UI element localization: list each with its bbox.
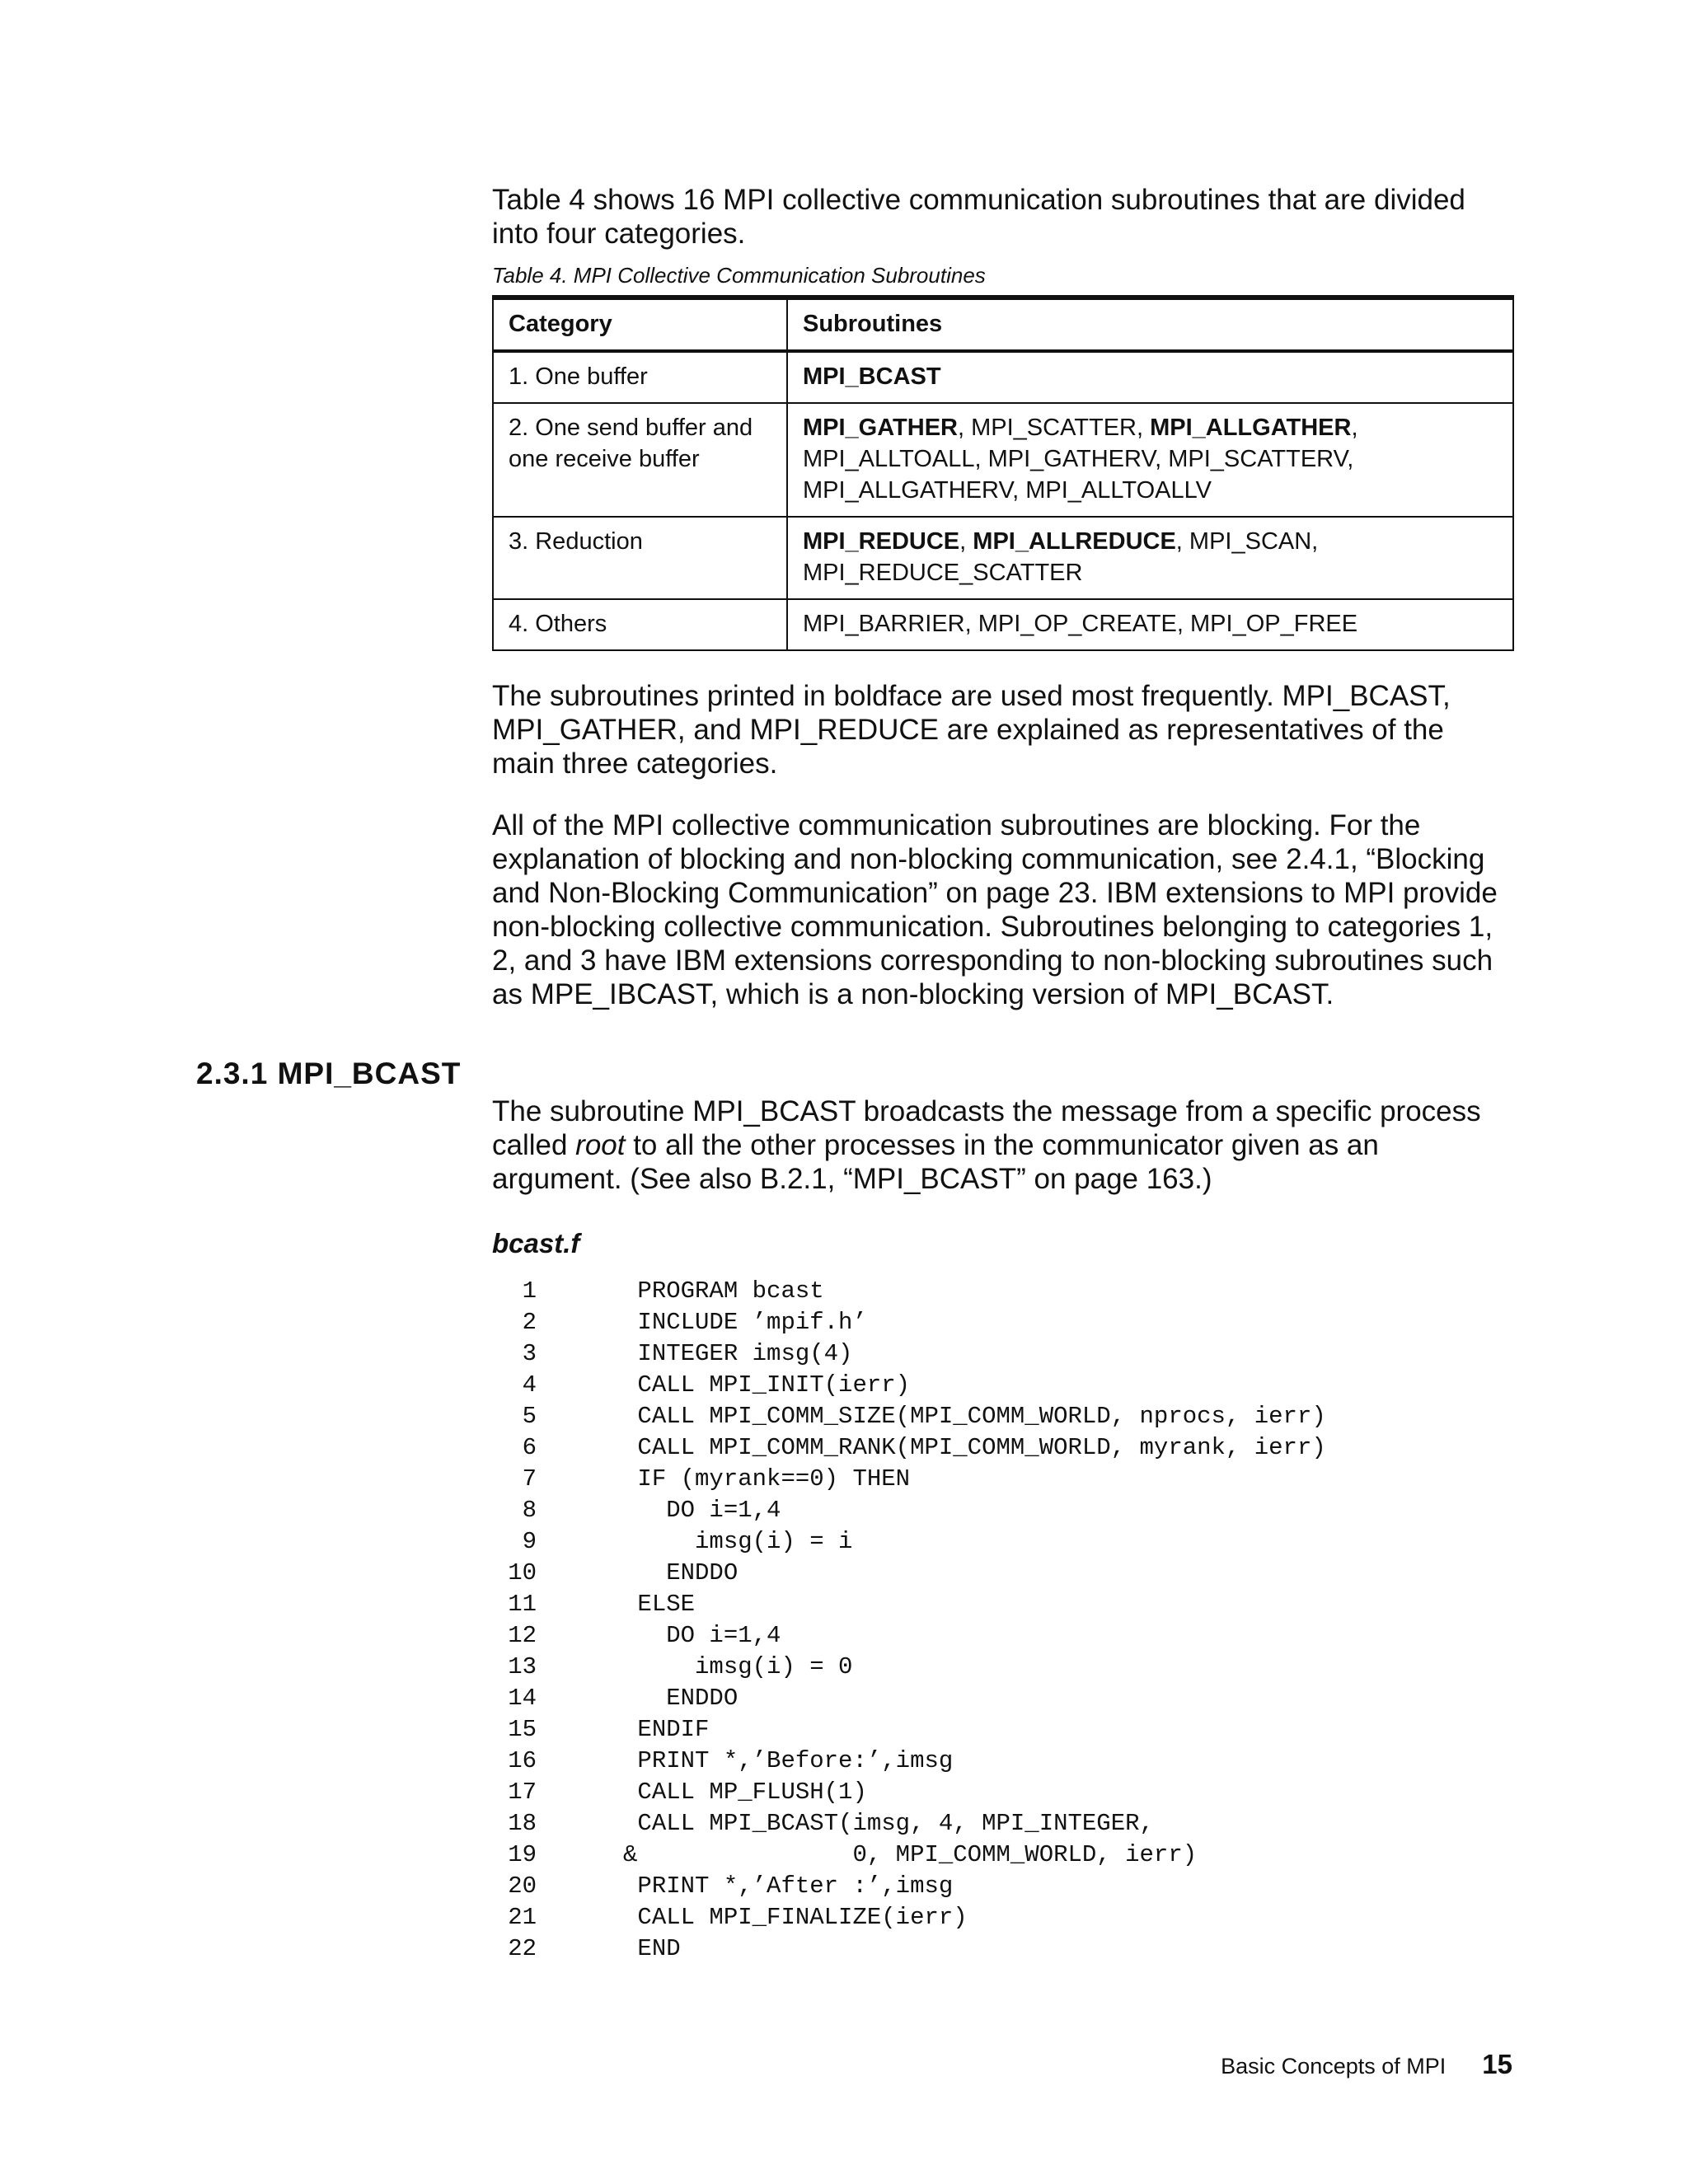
line-number: 6 xyxy=(522,1434,537,1461)
code-line xyxy=(507,1495,1326,1526)
line-number: 21 xyxy=(508,1904,537,1931)
code-line xyxy=(507,1683,1326,1714)
code-text: PRINT *,’After :’,imsg xyxy=(551,1872,954,1900)
code-line xyxy=(507,1589,1326,1620)
code-line xyxy=(507,1401,1326,1432)
line-number: 14 xyxy=(508,1685,537,1712)
frequent-subroutine: MPI_REDUCE xyxy=(803,528,960,555)
section-heading: 2.3.1 MPI_BCAST xyxy=(196,1057,462,1090)
code-text: ENDDO xyxy=(551,1685,738,1712)
intro-paragraph: Table 4 shows 16 MPI collective communication subroutines that are divided into four categories. xyxy=(492,184,1465,250)
code-text: ENDDO xyxy=(551,1559,738,1586)
code-text: DO i=1,4 xyxy=(551,1497,781,1524)
section-paragraph xyxy=(492,1094,1514,1196)
line-number: 10 xyxy=(508,1559,537,1586)
line-number: 1 xyxy=(522,1277,537,1305)
code-line xyxy=(507,1464,1326,1495)
code-text: & 0, MPI_COMM_WORLD, ierr) xyxy=(551,1841,1198,1868)
code-listing xyxy=(507,1276,1326,1965)
code-text: END xyxy=(551,1935,681,1962)
code-line xyxy=(507,1714,1326,1746)
code-text: CALL MP_FLUSH(1) xyxy=(551,1779,867,1806)
code-line xyxy=(507,1933,1326,1965)
line-number: 11 xyxy=(508,1591,537,1618)
code-text: IF (myrank==0) THEN xyxy=(551,1465,911,1493)
code-text: imsg(i) = 0 xyxy=(551,1653,853,1680)
page-footer xyxy=(1221,2049,1512,2080)
subroutine-text: , MPI_SCATTER, xyxy=(957,415,1151,441)
frequent-subroutine: MPI_ALLGATHER xyxy=(1150,415,1352,441)
blocking-paragraph: All of the MPI collective communication subroutines are blocking. For the explanation of blocking and non-blocking communication, see 2.4.1, “Blocking and Non-Blocking Communication” on page 23. IBM extensions to MPI provide non-blocking collective communication. Subroutines belonging to categories 1, 2, and 3 have IBM extensions corresponding to non-blocking subroutines such as MPE_IBCAST, which is a non-blocking version of MPI_BCAST. xyxy=(492,809,1498,1010)
code-line xyxy=(507,1652,1326,1683)
line-number: 19 xyxy=(508,1841,537,1868)
table-row xyxy=(493,351,1513,403)
code-line xyxy=(507,1808,1326,1840)
code-line xyxy=(507,1746,1326,1777)
line-number: 9 xyxy=(522,1528,537,1555)
line-number: 17 xyxy=(508,1779,537,1806)
frequent-subroutine: MPI_GATHER xyxy=(803,415,958,441)
bold-note-paragraph: The subroutines printed in boldface are used most frequently. MPI_BCAST, MPI_GATHER, and MPI_REDUCE are explained as representatives of the main three categories. xyxy=(492,680,1451,780)
line-number: 13 xyxy=(508,1653,537,1680)
code-line xyxy=(507,1558,1326,1589)
code-text: PRINT *,’Before:’,imsg xyxy=(551,1747,954,1774)
code-text: CALL MPI_COMM_SIZE(MPI_COMM_WORLD, nprocs, ierr) xyxy=(551,1403,1326,1430)
code-line xyxy=(507,1871,1326,1902)
code-line xyxy=(507,1902,1326,1933)
subroutine-text: , xyxy=(959,528,973,555)
page-number: 15 xyxy=(1482,2049,1512,2079)
code-text: CALL MPI_INIT(ierr) xyxy=(551,1371,911,1399)
code-text: PROGRAM bcast xyxy=(551,1277,824,1305)
table-caption: Table 4. MPI Collective Communication Subroutines xyxy=(492,263,986,288)
line-number: 16 xyxy=(508,1747,537,1774)
category-cell: 4. Others xyxy=(493,599,787,650)
subroutines-cell xyxy=(787,351,1513,403)
line-number: 20 xyxy=(508,1872,537,1900)
code-line xyxy=(507,1307,1326,1338)
table-row xyxy=(493,403,1513,517)
line-number: 7 xyxy=(522,1465,537,1493)
code-text: INTEGER imsg(4) xyxy=(551,1340,853,1367)
category-cell: 1. One buffer xyxy=(493,351,787,403)
header-category: Category xyxy=(493,298,787,351)
line-number: 8 xyxy=(522,1497,537,1524)
code-text: CALL MPI_FINALIZE(ierr) xyxy=(551,1904,968,1931)
code-line xyxy=(507,1526,1326,1558)
line-number: 2 xyxy=(522,1309,537,1336)
code-line xyxy=(507,1777,1326,1808)
section-paragraph-start: The subroutine MPI_BCAST broadcasts the message from a specific process called xyxy=(492,1095,1481,1161)
subroutines-cell xyxy=(787,517,1513,599)
code-text: CALL MPI_BCAST(imsg, 4, MPI_INTEGER, xyxy=(551,1810,1154,1837)
line-number: 4 xyxy=(522,1371,537,1399)
subroutines-cell xyxy=(787,599,1513,650)
code-line xyxy=(507,1276,1326,1307)
code-line xyxy=(507,1370,1326,1401)
code-line xyxy=(507,1840,1326,1871)
subroutine-text: , MPI_SCAN, MPI_REDUCE_SCATTER xyxy=(803,528,1319,586)
code-text: INCLUDE ’mpif.h’ xyxy=(551,1309,867,1336)
subroutines-cell xyxy=(787,403,1513,517)
category-cell: 2. One send buffer and one receive buffer xyxy=(493,403,787,517)
code-filename: bcast.f xyxy=(492,1228,580,1258)
code-text: CALL MPI_COMM_RANK(MPI_COMM_WORLD, myrank, ierr) xyxy=(551,1434,1326,1461)
table-row xyxy=(493,599,1513,650)
main-content xyxy=(492,183,1514,1011)
subroutine-text: MPI_BARRIER, MPI_OP_CREATE, MPI_OP_FREE xyxy=(803,611,1358,637)
frequent-subroutine: MPI_ALLREDUCE xyxy=(973,528,1176,555)
table-row xyxy=(493,517,1513,599)
line-number: 5 xyxy=(522,1403,537,1430)
code-line xyxy=(507,1432,1326,1464)
section-paragraph-end: to all the other processes in the communicator given as an argument. (See also B.2.1, “MPI_BCAST” on page 163.) xyxy=(492,1129,1379,1195)
frequent-subroutine: MPI_BCAST xyxy=(803,363,941,390)
line-number: 15 xyxy=(508,1716,537,1743)
line-number: 12 xyxy=(508,1622,537,1649)
root-term: root xyxy=(575,1129,626,1161)
line-number: 18 xyxy=(508,1810,537,1837)
code-text: ENDIF xyxy=(551,1716,710,1743)
code-text: DO i=1,4 xyxy=(551,1622,781,1649)
line-number: 3 xyxy=(522,1340,537,1367)
subroutine-text: , MPI_ALLTOALL, MPI_GATHERV, MPI_SCATTERV, MPI_ALLGATHERV, MPI_ALLTOALLV xyxy=(803,415,1358,504)
code-line xyxy=(507,1620,1326,1652)
line-number: 22 xyxy=(508,1935,537,1962)
collective-subroutines-table xyxy=(492,295,1514,651)
code-text: ELSE xyxy=(551,1591,696,1618)
header-subroutines: Subroutines xyxy=(787,298,1513,351)
category-cell: 3. Reduction xyxy=(493,517,787,599)
footer-title: Basic Concepts of MPI xyxy=(1221,2054,1447,2079)
code-line xyxy=(507,1338,1326,1370)
table-header-row xyxy=(493,298,1513,351)
code-text: imsg(i) = i xyxy=(551,1528,853,1555)
